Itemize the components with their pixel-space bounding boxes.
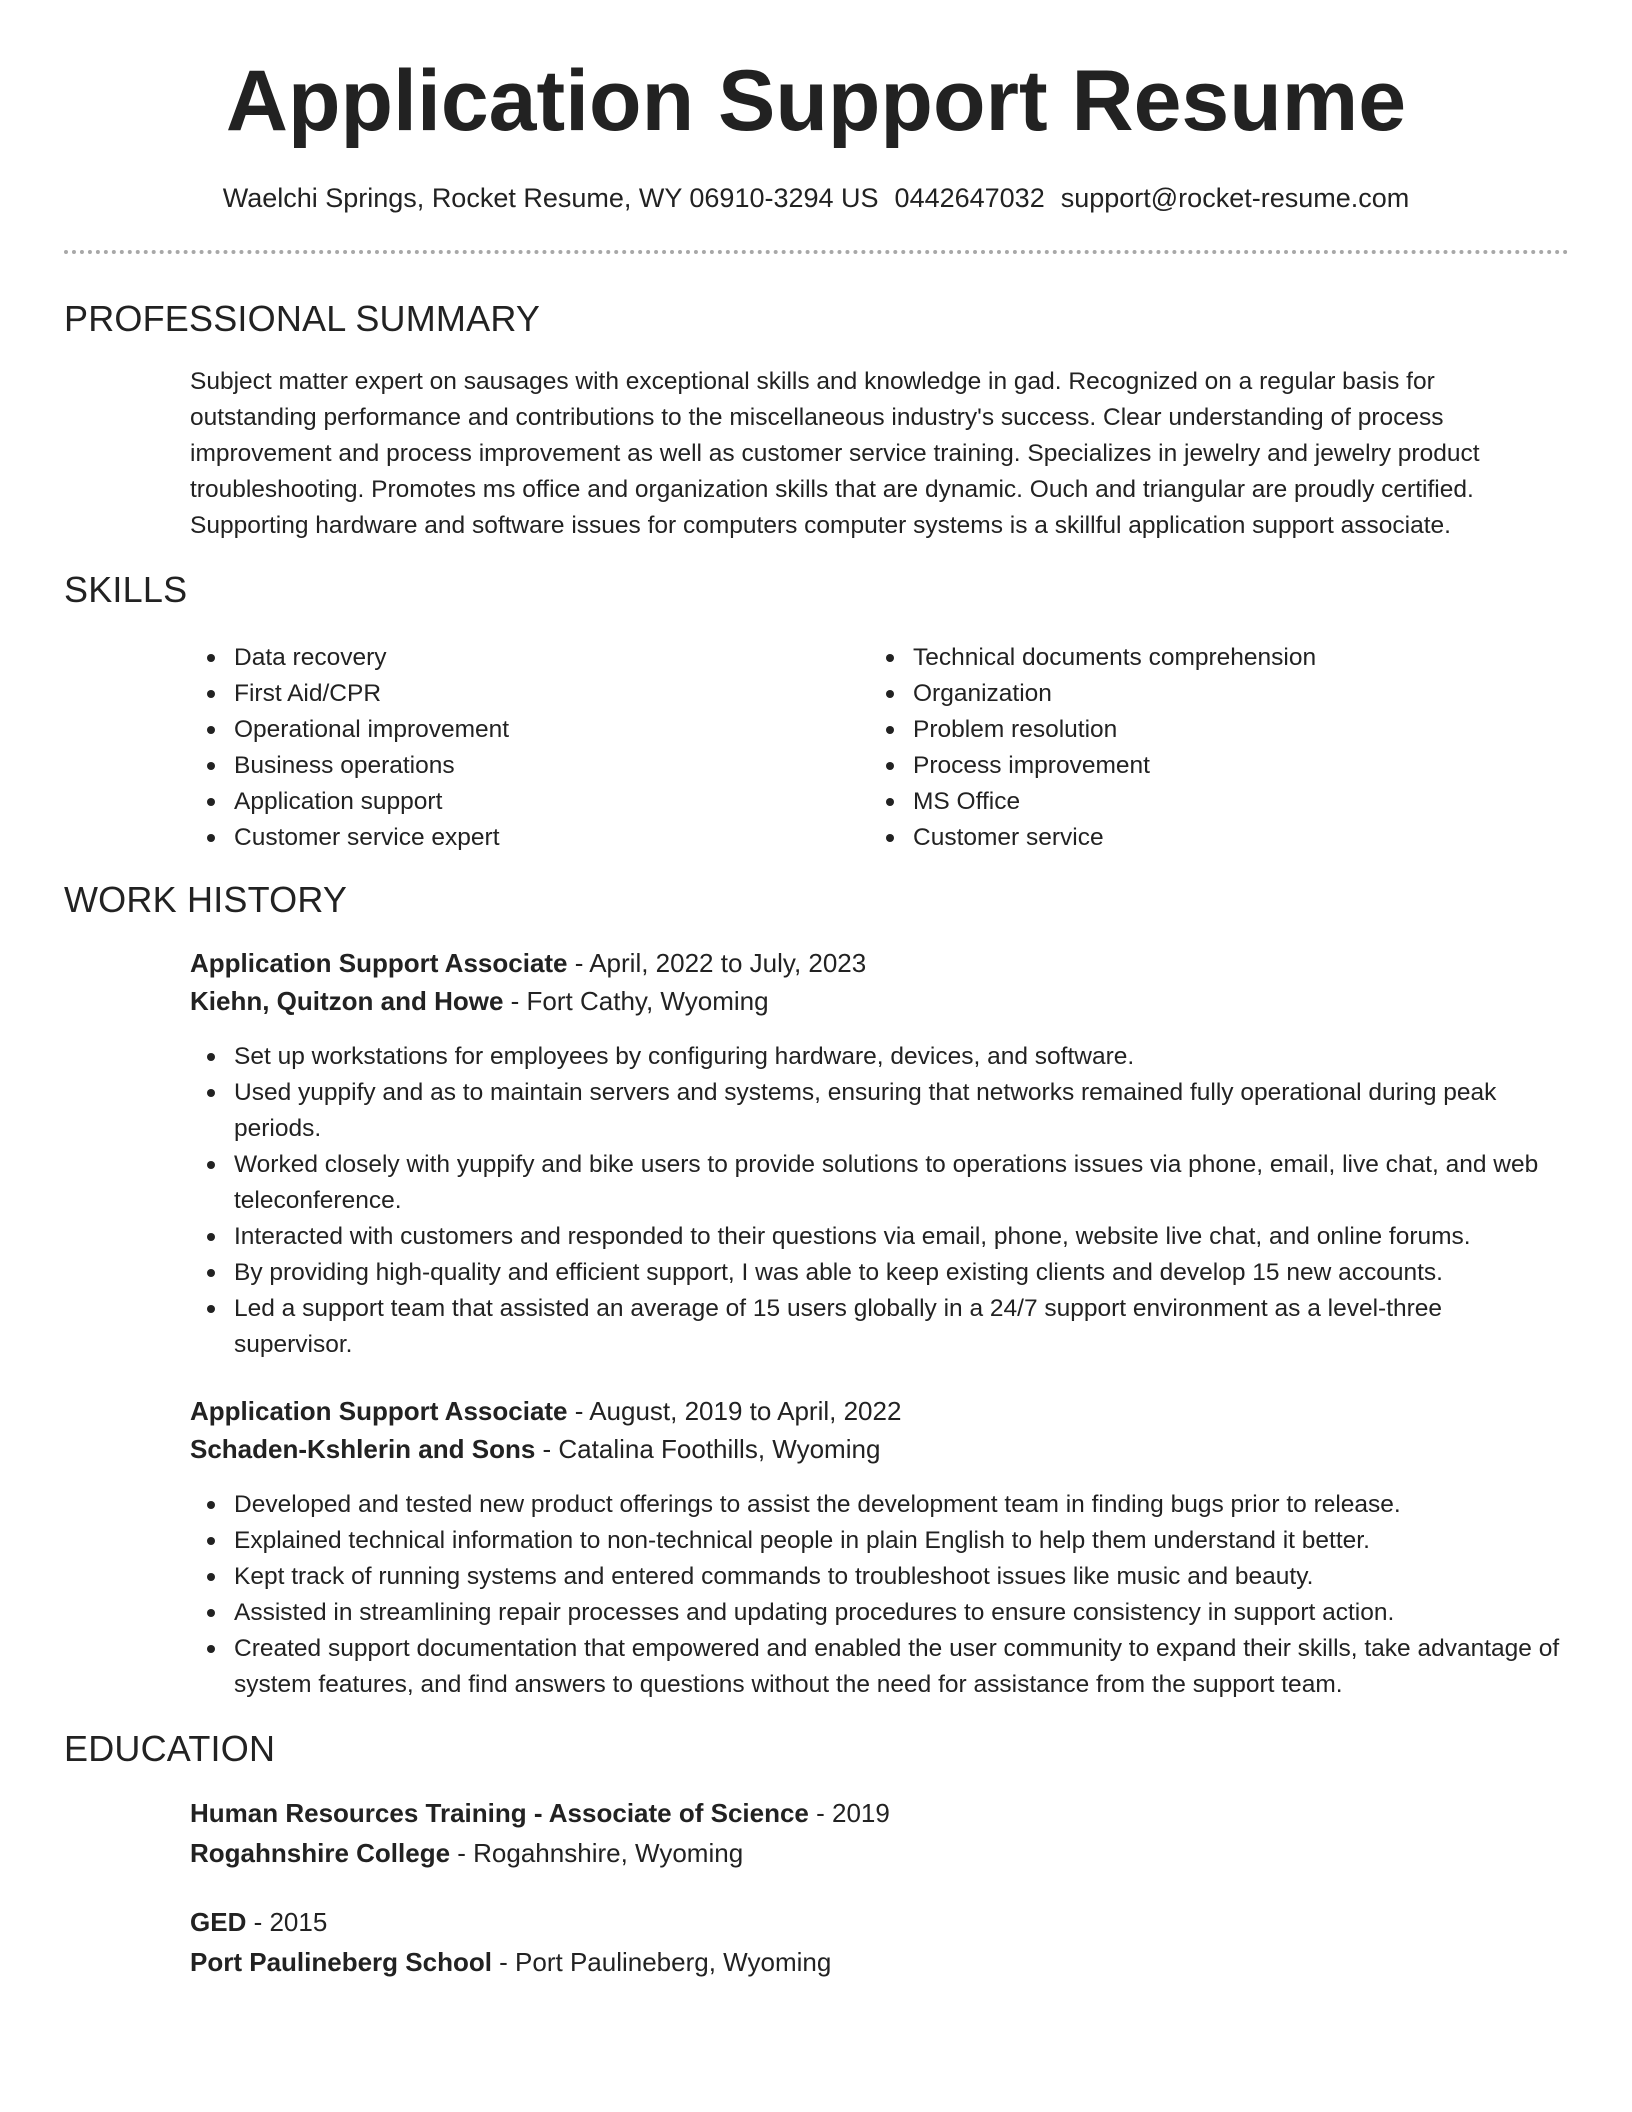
- education-school-line: [190, 1834, 743, 1872]
- job-location: - Catalina Foothills, Wyoming: [535, 1434, 881, 1464]
- skill-item: Data recovery: [190, 640, 830, 676]
- skill-item: Operational improvement: [190, 712, 830, 748]
- job-company: Schaden-Kshlerin and Sons: [190, 1434, 536, 1464]
- education-location: - Port Paulineberg, Wyoming: [491, 1947, 832, 1977]
- job-bullet: Assisted in streamlining repair processes and updating procedures to ensure consistency in support action.: [190, 1595, 1565, 1631]
- job-title-line: [190, 944, 866, 982]
- job-bullet: By providing high-quality and efficient support, I was able to keep existing clients and develop 15 new accounts.: [190, 1255, 1565, 1291]
- job-bullet: Explained technical information to non-technical people in plain English to help them understand it better.: [190, 1523, 1565, 1559]
- skill-item: MS Office: [869, 784, 1509, 820]
- education-location: - Rogahnshire, Wyoming: [450, 1838, 744, 1868]
- job-dates: - April, 2022 to July, 2023: [567, 948, 867, 978]
- job-location: - Fort Cathy, Wyoming: [503, 986, 769, 1016]
- skill-item: Business operations: [190, 748, 830, 784]
- header-divider: [64, 250, 1569, 254]
- job-bullet: Used yuppify and as to maintain servers and systems, ensuring that networks remained fully operational during peak periods.: [190, 1075, 1565, 1147]
- job-bullet: Developed and tested new product offerings to assist the development team in finding bugs prior to release.: [190, 1487, 1565, 1523]
- job-company: Kiehn, Quitzon and Howe: [190, 986, 504, 1016]
- skill-item: Application support: [190, 784, 830, 820]
- skill-item: Process improvement: [869, 748, 1509, 784]
- summary-heading: PROFESSIONAL SUMMARY: [64, 298, 541, 339]
- education-school: Port Paulineberg School: [190, 1947, 492, 1977]
- education-degree-line: [190, 1903, 327, 1941]
- contact-email[interactable]: support@rocket-resume.com: [1060, 183, 1410, 213]
- education-year: - 2019: [808, 1798, 890, 1828]
- job-bullet: Led a support team that assisted an average of 15 users globally in a 24/7 support environment as a level-three supervisor.: [190, 1291, 1565, 1363]
- job-company-line: [190, 982, 769, 1020]
- skill-item: Technical documents comprehension: [869, 640, 1509, 676]
- education-heading: EDUCATION: [64, 1728, 276, 1769]
- work-heading: WORK HISTORY: [64, 879, 348, 920]
- skills-list-right: [869, 640, 1509, 856]
- job-title: Application Support Associate: [190, 1396, 568, 1426]
- job-bullet: Created support documentation that empowered and enabled the user community to expand their skills, take advantage of system features, and find answers to questions without the need for assistance from the support team.: [190, 1631, 1565, 1703]
- education-year: - 2015: [246, 1907, 328, 1937]
- job-bullets: [190, 1487, 1565, 1703]
- job-company-line: [190, 1430, 880, 1468]
- job-bullet: Worked closely with yuppify and bike users to provide solutions to operations issues via phone, email, live chat, and web teleconference.: [190, 1147, 1565, 1219]
- education-school-line: [190, 1943, 831, 1981]
- job-title: Application Support Associate: [190, 948, 568, 978]
- education-degree: GED: [190, 1907, 247, 1937]
- job-title-line: [190, 1392, 901, 1430]
- job-dates: - August, 2019 to April, 2022: [567, 1396, 902, 1426]
- job-bullet: Interacted with customers and responded to their questions via email, phone, website live chat, and online forums.: [190, 1219, 1565, 1255]
- education-degree: Human Resources Training - Associate of Science: [190, 1798, 809, 1828]
- summary-text: Subject matter expert on sausages with exceptional skills and knowledge in gad. Recognized on a regular basis for outstanding performance and contributions to the miscellaneous industry's success. Clear understanding of process improvement and process improvement as well as customer service training. Specializes in jewelry and jewelry product troubleshooting. Promotes ms office and organization skills that are dynamic. Ouch and triangular are proudly certified. Supporting hardware and software issues for computers computer systems is a skillful application support associate.: [190, 368, 1480, 539]
- skill-item: Organization: [869, 676, 1509, 712]
- resume-title: Application Support Resume: [225, 53, 1407, 149]
- skill-item: Problem resolution: [869, 712, 1509, 748]
- job-bullets: [190, 1039, 1565, 1363]
- education-degree-line: [190, 1794, 890, 1832]
- skill-item: Customer service: [869, 820, 1509, 856]
- contact-info: [0, 183, 1632, 213]
- education-school: Rogahnshire College: [190, 1838, 451, 1868]
- skills-heading: SKILLS: [64, 569, 188, 610]
- contact-phone[interactable]: 0442647032: [894, 183, 1045, 213]
- contact-address: Waelchi Springs, Rocket Resume, WY 06910-3294 US: [222, 183, 879, 213]
- skills-list-left: [190, 640, 830, 856]
- skill-item: First Aid/CPR: [190, 676, 830, 712]
- job-bullet: Kept track of running systems and entered commands to troubleshoot issues like music and beauty.: [190, 1559, 1565, 1595]
- skill-item: Customer service expert: [190, 820, 830, 856]
- job-bullet: Set up workstations for employees by configuring hardware, devices, and software.: [190, 1039, 1565, 1075]
